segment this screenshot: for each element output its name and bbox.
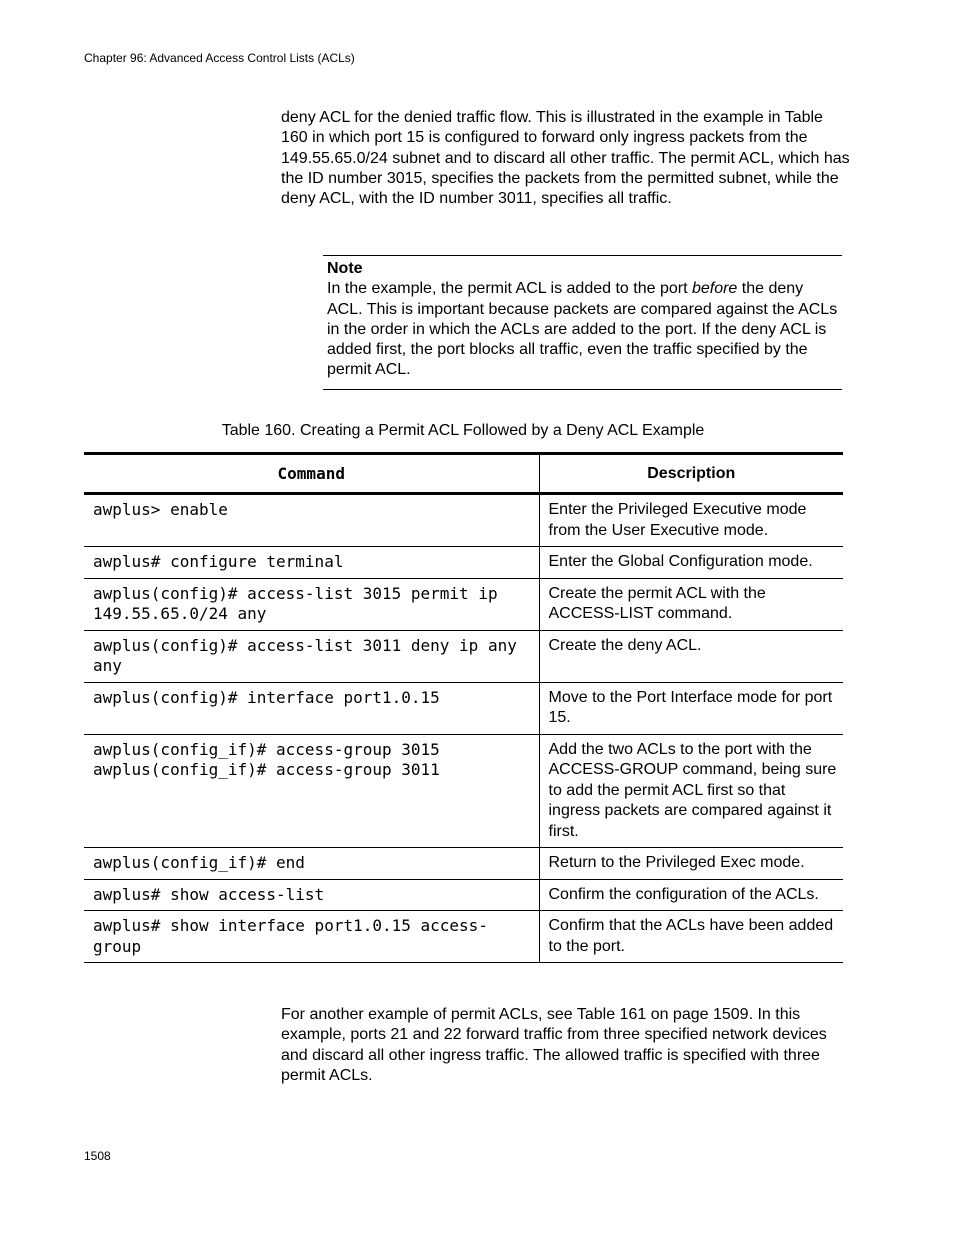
command-cell: awplus# show access-list [84, 879, 539, 911]
page-number: 1508 [84, 1149, 111, 1163]
table-row [84, 578, 843, 630]
intro-paragraph: deny ACL for the denied traffic flow. This is illustrated in the example in Table 160 in which port 15 is configured to forward only ingress packets from the 149.55.65.0/24 subnet and to discard all other traffic. The permit ACL, which has the ID number 3015, specifies the packets from the permitted subnet, while the deny ACL, with the ID number 3011, specifies all traffic. [281, 109, 850, 208]
note-title: Note [327, 260, 363, 277]
command-cell: awplus# show interface port1.0.15 access-group [84, 911, 539, 963]
table-row [84, 734, 843, 848]
description-cell: Create the deny ACL. [539, 630, 843, 682]
command-cell: awplus(config_if)# end [84, 848, 539, 880]
table-row [84, 547, 843, 579]
table-caption: Table 160. Creating a Permit ACL Followed by a Deny ACL Example [221, 422, 705, 439]
chapter-header: Chapter 96: Advanced Access Control Lists (ACLs) [84, 51, 355, 65]
note-text-after: the deny ACL. This is important because packets are compared against the ACLs in the order in which the ACLs are added to the port. If the deny ACL is added first, the port blocks all traffic, even the traffic specified by the permit ACL. [327, 280, 838, 379]
column-header-description: Description [539, 454, 843, 494]
table-row [84, 494, 843, 547]
command-cell: awplus# configure terminal [84, 547, 539, 579]
description-cell: Confirm that the ACLs have been added to the port. [539, 911, 843, 963]
table-row [84, 879, 843, 911]
note-body [327, 279, 842, 380]
command-cell: awplus(config_if)# access-group 3015 awplus(config_if)# access-group 3011 [84, 734, 539, 848]
note-box [323, 255, 842, 390]
command-cell: awplus(config)# access-list 3015 permit ip 149.55.65.0/24 any [84, 578, 539, 630]
table-row [84, 911, 843, 963]
command-table [84, 452, 843, 963]
command-cell: awplus(config)# interface port1.0.15 [84, 682, 539, 734]
note-emphasis: before [691, 280, 738, 298]
table-row [84, 848, 843, 880]
column-header-command: Command [84, 454, 539, 494]
command-cell: awplus> enable [84, 494, 539, 547]
description-cell: Enter the Privileged Executive mode from the User Executive mode. [539, 494, 843, 547]
description-cell: Add the two ACLs to the port with the ACCESS-GROUP command, being sure to add the permit ACL first so that ingress packets are compared against it first. [539, 734, 843, 848]
note-text-before: In the example, the permit ACL is added to the port [327, 280, 692, 298]
table-row [84, 630, 843, 682]
description-cell: Create the permit ACL with the ACCESS-LIST command. [539, 578, 843, 630]
table-row [84, 682, 843, 734]
table-header-row [84, 454, 843, 494]
description-cell: Return to the Privileged Exec mode. [539, 848, 843, 880]
outro-paragraph: For another example of permit ACLs, see Table 161 on page 1509. In this example, ports 21 and 22 forward traffic from three specified network devices and discard all other ingress traffic. The allowed traffic is specified with three permit ACLs. [281, 1006, 827, 1084]
description-cell: Enter the Global Configuration mode. [539, 547, 843, 579]
description-cell: Confirm the configuration of the ACLs. [539, 879, 843, 911]
command-cell: awplus(config)# access-list 3011 deny ip any any [84, 630, 539, 682]
description-cell: Move to the Port Interface mode for port 15. [539, 682, 843, 734]
